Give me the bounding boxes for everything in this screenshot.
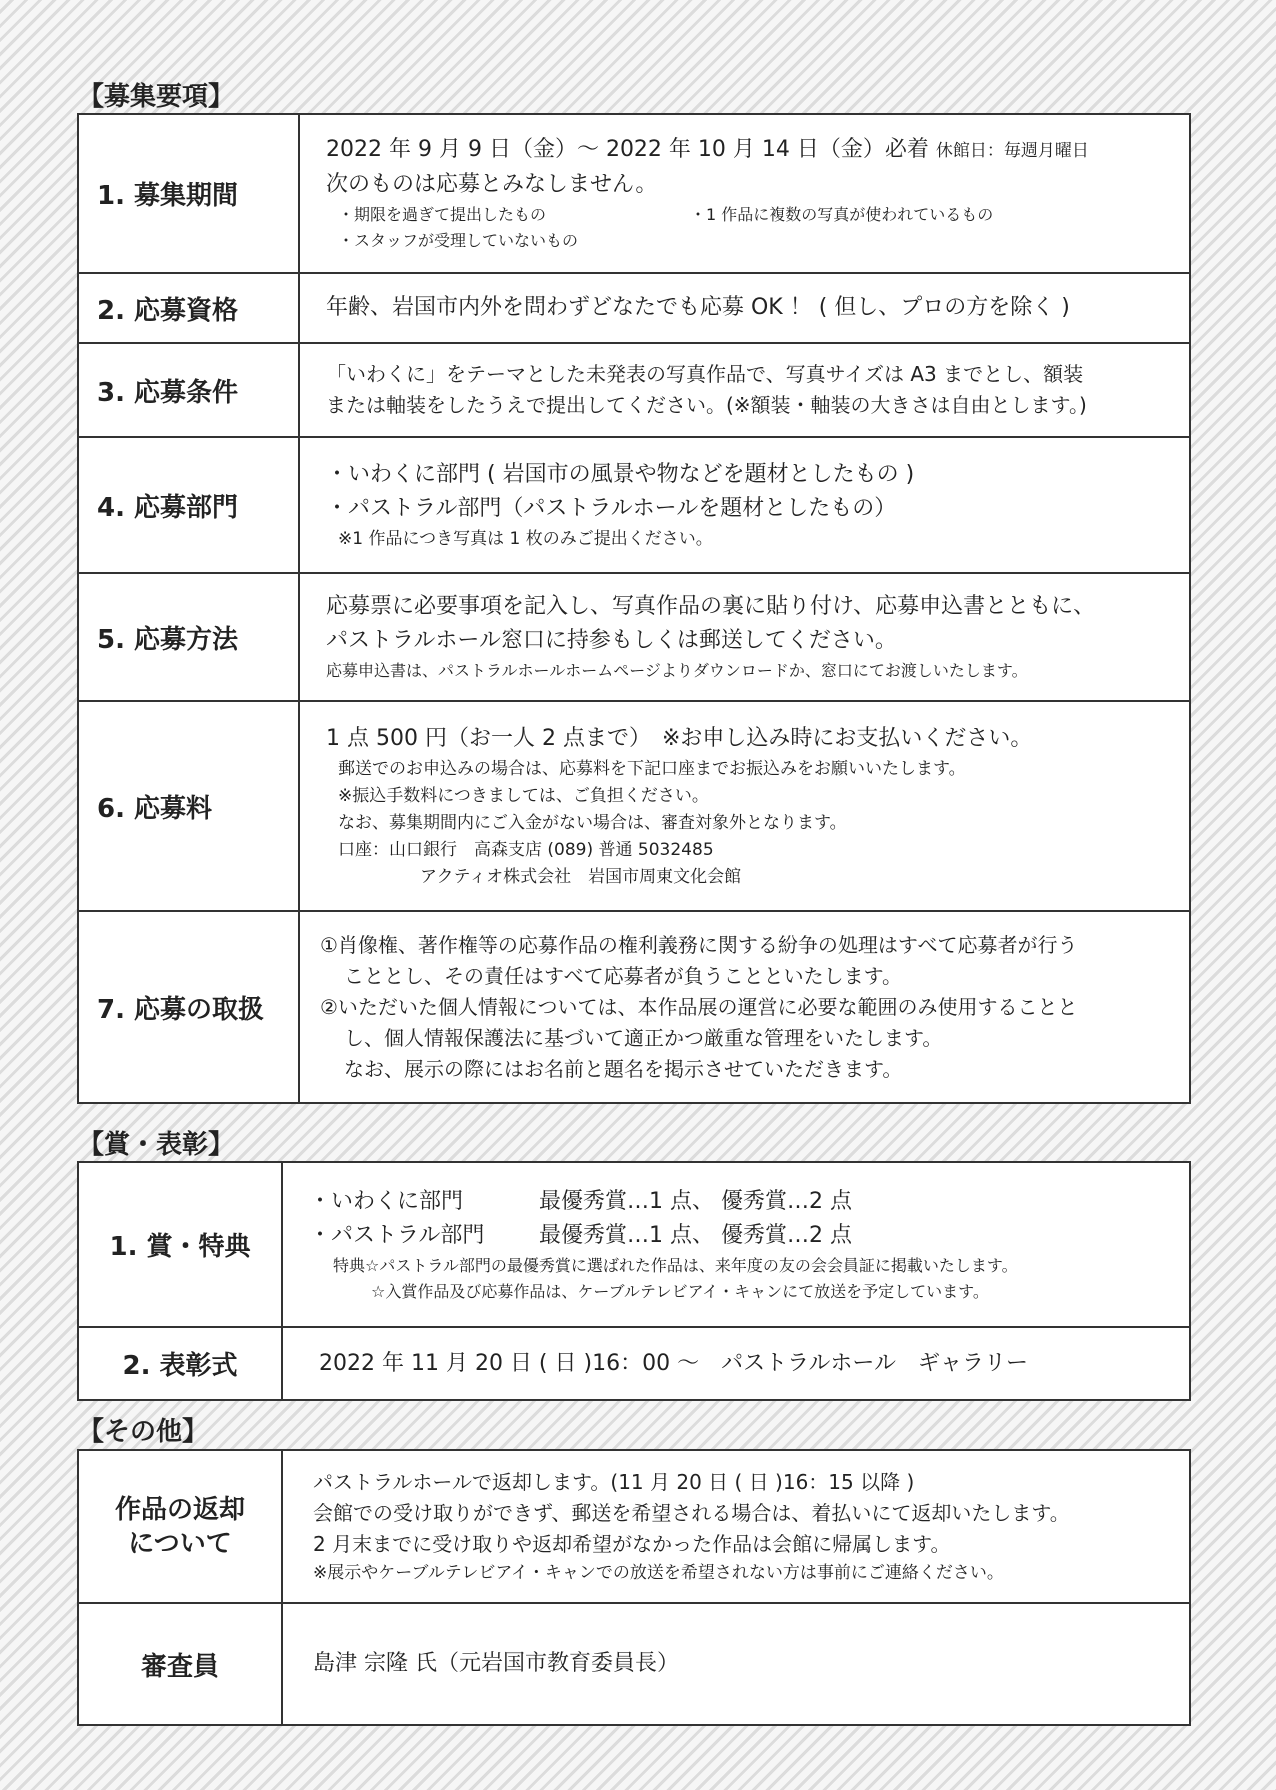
row-label-prizes: 1. 賞・特典 (78, 1162, 282, 1327)
row-label-judge: 審査員 (78, 1603, 282, 1725)
ceremony-datetime: 2022 年 11 月 20 日 ( 日 )16：00 ～ パストラルホール ギャラリー (319, 1350, 1028, 1376)
return-line-2: 会館での受け取りができず、郵送を希望される場合は、着払いにて返却いたします。 (313, 1500, 1070, 1525)
bank-account: 口座：山口銀行 高森支店 (089) 普通 5032485 (338, 839, 714, 860)
closed-day-note: 休館日：毎週月曜日 (935, 141, 1089, 161)
prize-dept: ・パストラル部門 (309, 1222, 485, 1248)
list-item: ・期限を過ぎて提出したもの (338, 205, 547, 224)
table-row (78, 114, 1190, 273)
table-row (78, 911, 1190, 1103)
return-label-line-2: について (128, 1528, 232, 1559)
prize-pastoral (309, 1219, 1175, 1253)
prize-awards: 最優秀賞…1 点、 優秀賞…2 点 (539, 1188, 852, 1214)
list-item: ・スタッフが受理していないもの (338, 231, 579, 250)
conditions-line-1: 「いわくに」をテーマとした未発表の写真作品で、写真サイズは A3 までとし、額装 (326, 362, 1084, 386)
table-row (78, 273, 1190, 343)
prize-benefit-note: 特典☆パストラル部門の最優秀賞に選ばれた作品は、来年度の友の会会員証に掲載いたします。 (333, 1255, 1018, 1275)
section-title-recruitment: 【募集要項】 (78, 82, 235, 112)
fee-line-2: 郵送でのお申込みの場合は、応募料を下記口座までお振込みをお願いいたします。 (338, 758, 966, 779)
section-title-awards: 【賞・表彰】 (78, 1130, 235, 1160)
judge-name: 島津 宗隆 氏（元岩国市教育委員長） (313, 1651, 679, 1676)
prize-dept: ・いわくに部門 (309, 1188, 464, 1214)
method-note: 応募申込書は、パストラルホールホームページよりダウンロードか、窓口にてお渡しいたします。 (326, 661, 1028, 680)
method-line-2: パストラルホール窓口に持参もしくは郵送してください。 (326, 628, 897, 653)
table-row (78, 701, 1190, 911)
row-label-method: 5. 応募方法 (78, 573, 299, 701)
return-line-1: パストラルホールで返却します。(11 月 20 日 ( 日 )16：15 以降 ) (313, 1469, 915, 1494)
table-row (78, 437, 1190, 573)
awards-table (77, 1161, 1191, 1401)
handling-line-1: ①肖像権、著作権等の応募作品の権利義務に関する紛争の処理はすべて応募者が行う (320, 932, 1078, 957)
row-content-period (299, 114, 1190, 273)
handling-line-3: ②いただいた個人情報については、本作品展の運営に必要な範囲のみ使用することと (320, 994, 1078, 1019)
recruitment-table (77, 113, 1191, 1104)
prize-iwakuni (309, 1185, 1175, 1219)
row-label-eligibility: 2. 応募資格 (78, 273, 299, 343)
row-label-conditions: 3. 応募条件 (78, 343, 299, 437)
row-label-period: 1. 募集期間 (78, 114, 299, 273)
handling-line-2: こととし、その責任はすべて応募者が負うことといたします。 (344, 963, 902, 988)
conditions-line-2: または軸装をしたうえで提出してください。(※額装・軸装の大きさは自由とします。) (326, 393, 1087, 417)
categories-note: ※1 作品につき写真は 1 枚のみご提出ください。 (338, 528, 713, 549)
eligibility-text: 年齢、岩国市内外を問わずどなたでも応募 OK ！ ( 但し、プロの方を除く ) (326, 295, 1070, 320)
return-line-3: 2 月末までに受け取りや返却希望がなかった作品は会館に帰属します。 (313, 1531, 951, 1556)
table-row (78, 343, 1190, 437)
fee-amount: 1 点 500 円（お一人 2 点まで） ※お申し込み時にお支払いください。 (326, 725, 1033, 751)
table-row (78, 1327, 1190, 1400)
list-item: ・1 作品に複数の写真が使われているもの (690, 205, 994, 224)
return-note: ※展示やケーブルテレビアイ・キャンでの放送を希望されない方は事前にご連絡ください。 (313, 1562, 1004, 1583)
period-dates: 2022 年 9 月 9 日（金）～ 2022 年 10 月 14 日（金）必着 休館日：毎週月曜日 (326, 137, 1089, 162)
section-title-other: 【その他】 (78, 1417, 209, 1447)
row-label-categories: 4. 応募部門 (78, 437, 299, 573)
table-row (78, 1603, 1190, 1725)
prize-awards: 最優秀賞…1 点、 優秀賞…2 点 (539, 1222, 852, 1248)
fee-line-4: なお、募集期間内にご入金がない場合は、審査対象外となります。 (338, 812, 847, 833)
handling-line-5: なお、展示の際にはお名前と題名を掲示させていただきます。 (344, 1056, 903, 1081)
broadcast-note: ☆入賞作品及び応募作品は、ケーブルテレビアイ・キャンにて放送を予定しています。 (371, 1281, 989, 1301)
category-iwakuni: ・いわくに部門 ( 岩国市の風景や物などを題材としたもの ) (326, 461, 915, 487)
account-holder: アクティオ株式会社 岩国市周東文化会館 (420, 866, 742, 887)
row-label-fee: 6. 応募料 (78, 701, 299, 911)
period-invalid-intro: 次のものは応募とみなしません。 (326, 172, 658, 197)
table-row (78, 573, 1190, 701)
row-label-return (78, 1450, 282, 1603)
table-row (78, 1450, 1190, 1603)
return-label-line-1: 作品の返却 (114, 1494, 245, 1525)
row-label-handling: 7. 応募の取扱 (78, 911, 299, 1103)
period-invalid-list (326, 202, 1175, 228)
table-row (78, 1162, 1190, 1327)
row-label-ceremony: 2. 表彰式 (78, 1327, 282, 1400)
handling-line-4: し、個人情報保護法に基づいて適正かつ厳重な管理をいたします。 (344, 1025, 943, 1050)
method-line-1: 応募票に必要事項を記入し、写真作品の裏に貼り付け、応募申込書とともに、 (326, 594, 1096, 619)
fee-line-3: ※振込手数料につきましては、ご負担ください。 (338, 785, 709, 806)
category-pastoral: ・パストラル部門（パストラルホールを題材としたもの） (326, 495, 897, 521)
other-table (77, 1449, 1191, 1726)
